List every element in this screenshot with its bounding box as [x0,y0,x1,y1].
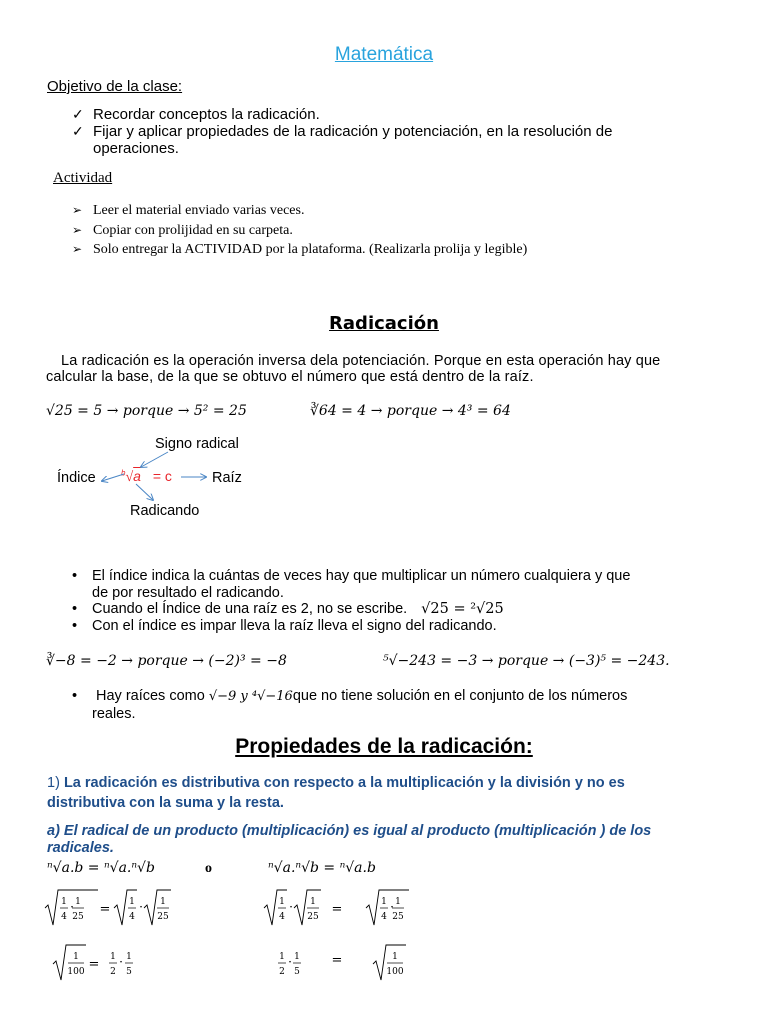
denominator: 4 [279,912,285,922]
formula-product-left: ⁿ√a.b = ⁿ√a.ⁿ√b [47,860,155,876]
odd-root-example-right: ⁵√−243 = −3 → porque → (−3)⁵ = −243. [383,653,670,669]
activity-heading: Actividad [53,170,113,186]
numerator: 1 [110,952,116,962]
numerator: 1 [310,897,316,907]
numerator: 1 [160,897,166,907]
label-signo-radical: Signo radical [155,436,239,452]
formula-product-right: ⁿ√a.ⁿ√b = ⁿ√a.b [268,860,376,876]
numerator: 1 [381,897,387,907]
bullet-item-continued: de por resultado el radicando. [92,584,284,601]
activity-item: ➢ Copiar con prolijidad en su carpeta. [72,221,527,241]
label-indice: Índice [57,470,96,486]
objective-item: ✓ Recordar conceptos la radicación. [72,106,320,123]
denominator: 100 [386,967,404,977]
objective-item-continued: operaciones. [93,140,179,157]
numerator: 1 [294,952,300,962]
radicacion-heading: Radicación [329,313,439,334]
denominator: 4 [381,912,387,922]
denominator: 25 [307,912,319,922]
arrow-bullet-icon: ➢ [72,222,83,237]
formula-or: o [205,861,212,876]
svg-text:·: · [390,900,394,914]
svg-text:·: · [70,900,74,914]
check-icon: ✓ [72,123,84,139]
denominator: 5 [126,967,132,977]
numerator: 1 [126,952,132,962]
example-square-root: √25 = 5 → porque → 5² = 25 [46,403,247,419]
bullet-formula: √25 = ²√25 [421,601,504,617]
denominator: 2 [279,967,285,977]
check-icon: ✓ [72,106,84,122]
numerator: 1 [73,952,79,962]
denominator: 25 [72,912,84,922]
radical-symbol: √ [125,470,134,485]
radicand-symbol: a [133,468,141,484]
denominator: 100 [67,967,85,977]
numerator: 1 [279,897,285,907]
bullet-item: • Hay raíces como √−9 y ⁴√−16que no tiene solución en el conjunto de los números [72,688,628,704]
bullet-item-continued: reales. [92,705,136,722]
page-title: Matemática [334,44,434,65]
label-raiz: Raíz [212,470,242,486]
denominator: 25 [157,912,169,922]
objective-item: ✓ Fijar y aplicar propiedades de la radicación y potenciación, en la resolución de [72,123,613,140]
svg-text:·: · [139,900,143,914]
denominator: 25 [392,912,404,922]
index-symbol: b [121,468,126,478]
bullet-item: • Con el índice es impar lleva la raíz lleva el signo del radicando. [72,617,497,634]
bullet-item: • El índice indica la cuántas de veces hay que multiplicar un número cualquiera y que [72,568,631,584]
bullet-item: • Cuando el Índice de una raíz es 2, no se escribe. √25 = ²√25 [72,601,504,617]
svg-text:·: · [119,955,123,969]
label-radicando: Radicando [130,503,200,519]
denominator: 2 [110,967,116,977]
numerator: 1 [61,897,67,907]
result-symbol: = c [152,468,172,484]
denominator: 4 [129,912,135,922]
odd-root-example-left: ∛−8 = −2 → porque → (−2)³ = −8 [46,653,287,669]
objective-heading: Objetivo de la clase: [47,78,183,95]
numerator: 1 [395,897,401,907]
svg-text:·: · [289,900,293,914]
property-a-text: a) El radical de un producto (multiplicación) es igual al producto (multiplicación ) de los radicales. [47,823,652,856]
property-1-text: 1) La radicación es distributiva con respecto a la multiplicación y la división y no es distributiva con la suma y la resta. [47,775,625,811]
arrow-bullet-icon: ➢ [72,203,83,217]
radicacion-paragraph: La radicación es la operación inversa dela potenciación. Porque en esta operación hay que calcular la base, de la que se obtuvo el número que está dentro de la raíz. [46,353,661,385]
denominator: 4 [61,912,67,922]
example-cube-root: ∛64 = 4 → porque → 4³ = 64 [310,403,511,419]
numerator: 1 [75,897,81,907]
numerator: 1 [129,897,135,907]
activity-item: ➢ Leer el material enviado varias veces. [72,201,527,221]
svg-text:·: · [288,955,292,969]
numerator: 1 [279,952,285,962]
svg-text:=: = [331,953,343,968]
denominator: 5 [294,967,300,977]
activity-item: ➢ Solo entregar la ACTIVIDAD por la plataforma. (Realizarla prolija y legible) [72,240,527,260]
svg-text:=: = [99,902,111,917]
numerator: 1 [392,952,398,962]
propiedades-heading: Propiedades de la radicación: [235,735,533,758]
arrow-bullet-icon: ➢ [72,242,83,256]
svg-text:=: = [331,902,343,917]
svg-text:=: = [88,957,100,972]
